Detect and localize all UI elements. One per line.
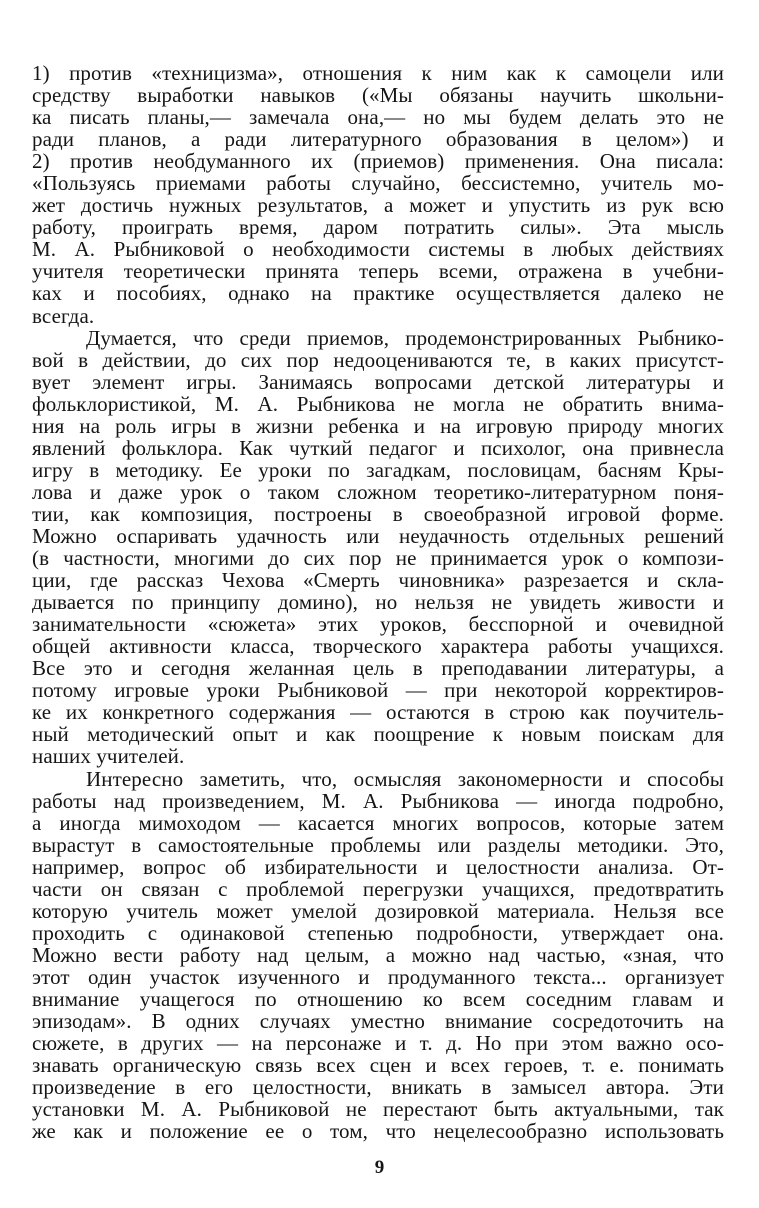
text-line: ках и пособиях, однако на практике осуществляется далеко не [32, 281, 724, 306]
text-line: 2) против необдуманного их (приемов) применения. Она писала: [32, 149, 724, 174]
text-line: М. А. Рыбниковой о необходимости системы в любых действиях [32, 237, 724, 262]
text-line: Можно вести работу над целым, а можно над частью, «зная, что [32, 942, 724, 967]
text-line: 1) против «техницизма», отношения к ним как к самоцели или [32, 61, 724, 85]
text-line: вует элемент игры. Занимаясь вопросами детской литературы и [32, 369, 724, 394]
text-line: проходить с одинаковой степенью подробности, утверждает она. [32, 920, 724, 945]
text-line: (в частности, многими до сих пор не принимается урок о компози- [32, 546, 724, 571]
text-line: жет достичь нужных результатов, а может и упустить из рук всю [32, 193, 724, 218]
text-line: учителя теоретически принята теперь всеми, отражена в учебни- [32, 259, 724, 284]
text-line: наших учителей. [32, 744, 185, 769]
text-line: занимательности «сюжета» этих уроков, бесспорной и очевидной [32, 612, 724, 637]
text-line: игру в методику. Ее уроки по загадкам, пословицам, басням Кры- [32, 457, 724, 482]
paragraph-3 [32, 768, 724, 1143]
text-line: Можно оспаривать удачность или неудачность отдельных решений [32, 523, 724, 548]
text-line: средству выработки навыков («Мы обязаны научить школьни- [32, 83, 724, 108]
text-line: части он связан с проблемой перегрузки учащихся, предотвратить [32, 876, 724, 901]
text-line: всегда. [32, 303, 95, 328]
text-line: потому игровые уроки Рыбниковой — при некоторой корректиров- [32, 678, 724, 703]
text-line: дывается по принципу домино), но нельзя не увидеть живости и [32, 590, 724, 615]
text-line: тии, как композиция, построены в своеобразной игровой форме. [32, 501, 724, 526]
text-line: ния на роль игры в жизни ребенка и на игровую природу многих [32, 413, 724, 438]
page-number: 9 [374, 1157, 385, 1178]
text-line: эпизодам». В одних случаях уместно внимание сосредоточить на [32, 1009, 724, 1034]
text-line: Все это и сегодня желанная цель в преподавании литературы, а [32, 656, 724, 681]
paragraph-2 [32, 327, 724, 768]
text-line: внимание учащегося по отношению ко всем соседним главам и [32, 986, 724, 1011]
text-line: фольклористикой, М. А. Рыбникова не могла не обратить внима- [32, 391, 724, 416]
text-line: знавать органическую связь всех сцен и всех героев, т. е. понимать [32, 1053, 724, 1078]
text-line: ке их конкретного содержания — остаются в строю как поучитель- [32, 700, 724, 725]
text-line: которую учитель может умелой дозировкой материала. Нельзя все [32, 898, 724, 923]
text-line: ради планов, а ради литературного образования в целом») и [32, 127, 724, 152]
text-line: этот один участок изученного и продуманного текста... организует [32, 964, 724, 989]
text-line: установки М. А. Рыбниковой не перестают быть актуальными, так [32, 1097, 724, 1122]
book-page-text [32, 62, 724, 1142]
text-line: ции, где рассказ Чехова «Смерть чиновника» разрезается и скла- [32, 568, 724, 593]
text-line: работу, проиграть время, даром потратить силы». Эта мысль [32, 215, 724, 240]
text-line: явлений фольклора. Как чуткий педагог и психолог, она привнесла [32, 435, 724, 460]
text-line: ный методический опыт и как поощрение к новым поискам для [32, 722, 724, 747]
text-line: вырастут в самостоятельные проблемы или разделы методики. Это, [32, 832, 724, 857]
text-line: ка писать планы,— замечала она,— но мы будем делать это не [32, 105, 724, 130]
text-line: вой в действии, до сих пор недооцениваются те, в каких присутст- [32, 347, 724, 372]
text-line: лова и даже урок о таком сложном теоретико-литературном поня- [32, 479, 724, 504]
text-line: а иногда мимоходом — касается многих вопросов, которые затем [32, 810, 724, 835]
text-line: же как и положение ее о том, что нецелесообразно использовать [32, 1119, 724, 1144]
text-line: Думается, что среди приемов, продемонстрированных Рыбнико- [86, 325, 724, 350]
text-line: например, вопрос об избирательности и целостности анализа. От- [32, 854, 724, 879]
text-line: работы над произведением, М. А. Рыбникова — иногда подробно, [32, 788, 724, 813]
paragraph-1 [32, 62, 724, 327]
text-line: произведение в его целостности, вникать в замысел автора. Эти [32, 1075, 724, 1100]
text-line: сюжете, в других — на персонаже и т. д. Но при этом важно осо- [32, 1031, 724, 1056]
text-line: «Пользуясь приемами работы случайно, бессистемно, учитель мо- [32, 171, 724, 196]
text-line: общей активности класса, творческого характера работы учащихся. [32, 634, 724, 659]
text-line: Интересно заметить, что, осмысляя закономерности и способы [86, 766, 724, 791]
